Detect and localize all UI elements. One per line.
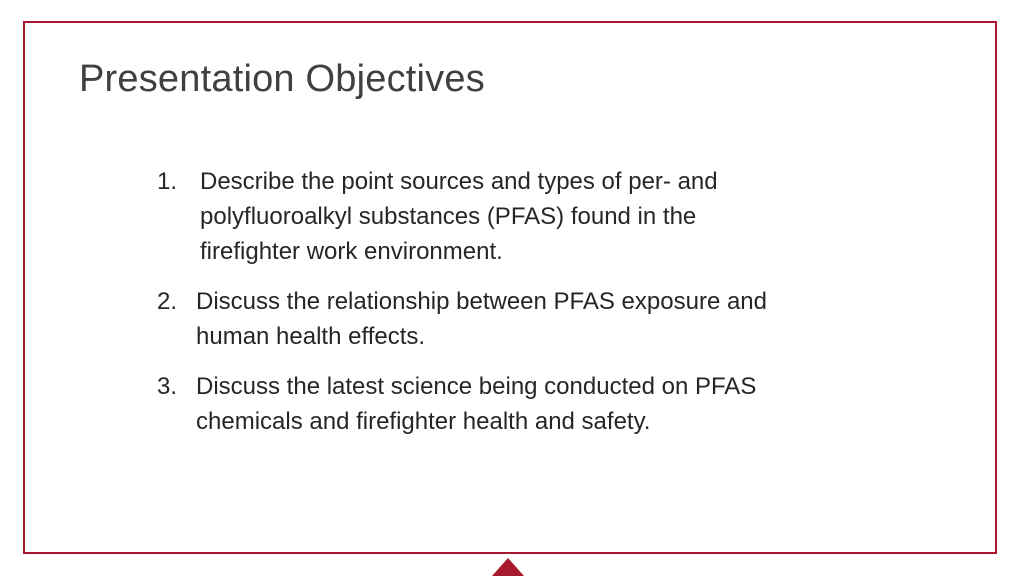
objective-text: Describe the point sources and types of per- and polyfluoroalkyl substances (PFAS) found in the firefighter work environment. <box>200 168 718 265</box>
slide-bottom-marker-icon <box>492 558 524 576</box>
objective-item-2 <box>157 284 857 354</box>
objective-item-1 <box>157 164 857 269</box>
objectives-list <box>157 164 857 454</box>
objective-number: 1. <box>157 168 178 195</box>
slide-title: Presentation Objectives <box>79 58 485 100</box>
objective-number: 3. <box>157 373 178 400</box>
objective-text: Discuss the relationship between PFAS exposure and human health effects. <box>196 288 767 350</box>
objective-item-3 <box>157 369 857 439</box>
objective-number: 2. <box>157 288 178 315</box>
objective-text: Discuss the latest science being conducted on PFAS chemicals and firefighter health and safety. <box>196 373 757 435</box>
